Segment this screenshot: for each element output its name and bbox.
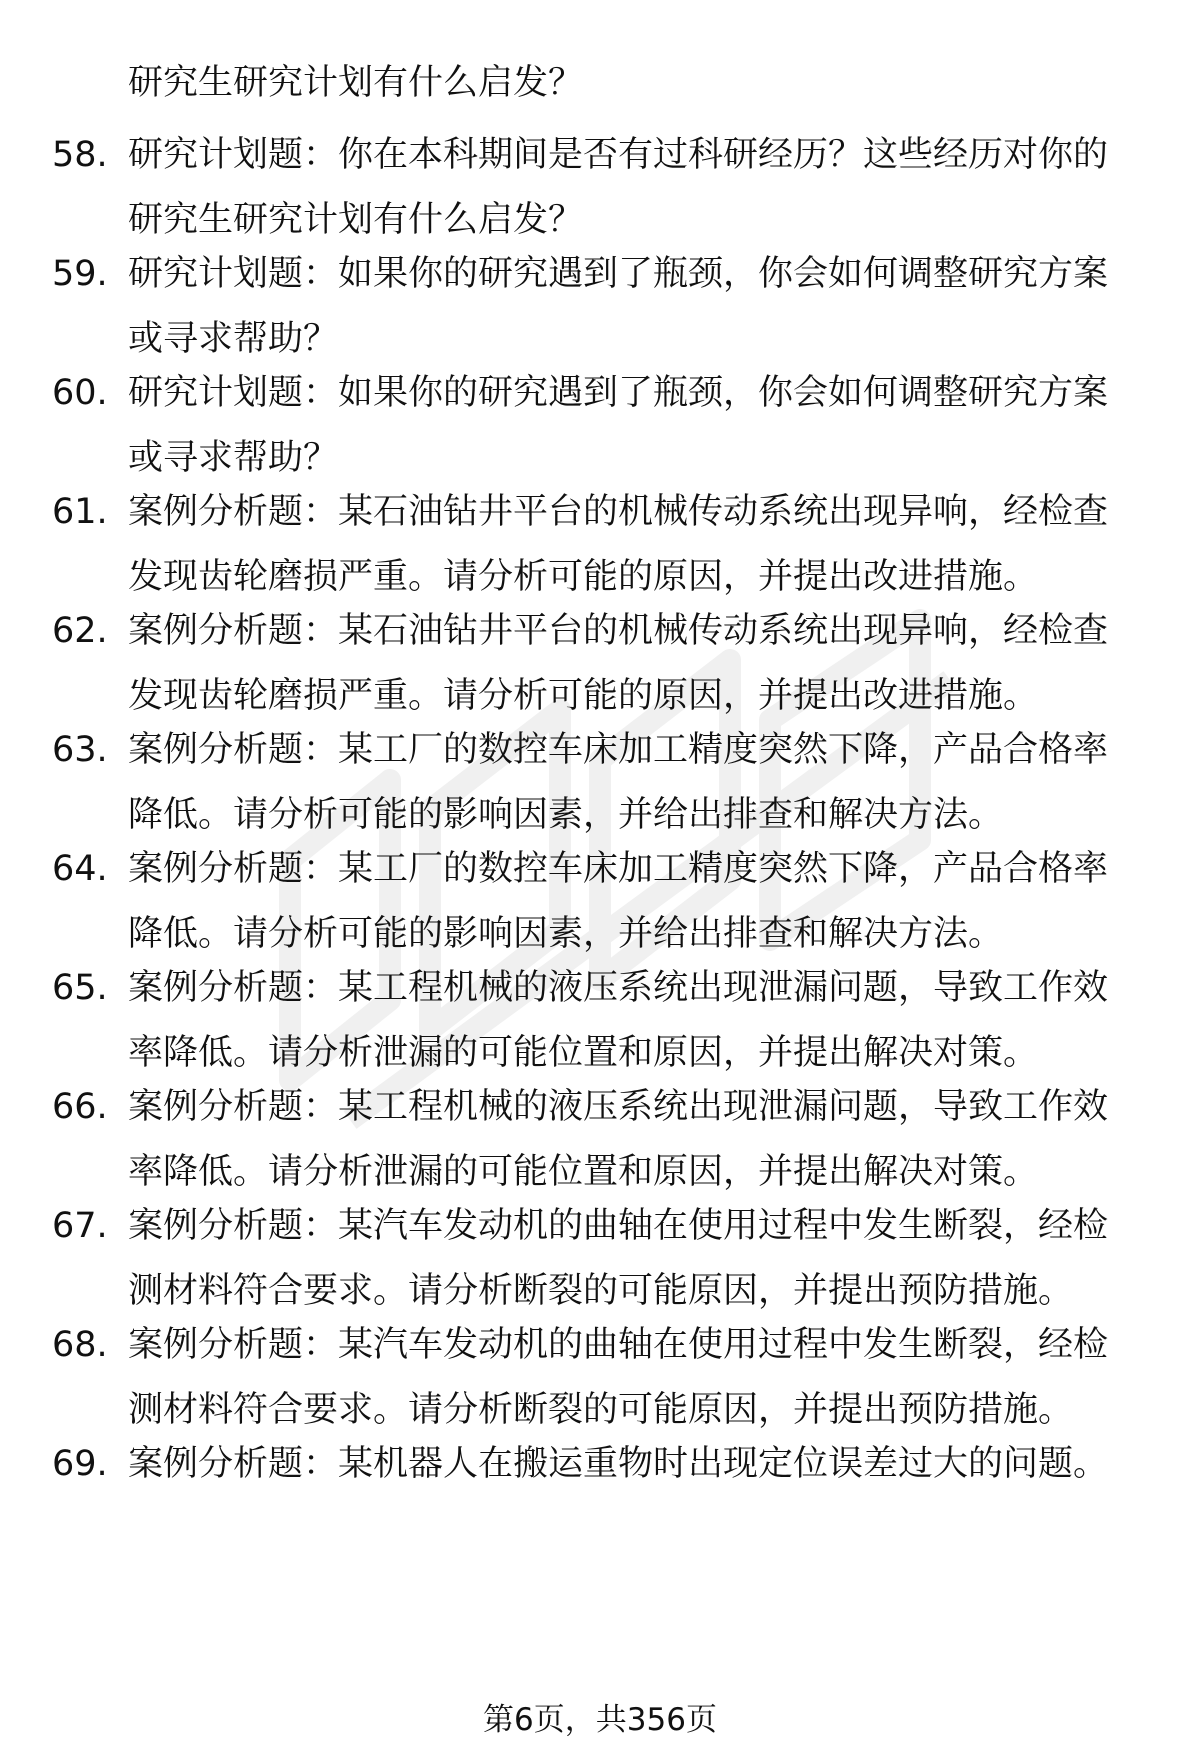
page-footer: 第6页，共356页 <box>483 1702 717 1738</box>
item-text-line: 案例分析题：某汽车发动机的曲轴在使用过程中发生断裂，经检 <box>128 1325 1109 1365</box>
item-number: 59. <box>52 254 108 294</box>
item-text-line: 研究计划题：如果你的研究遇到了瓶颈，你会如何调整研究方案 <box>128 254 1109 294</box>
item-number: 63. <box>52 730 108 770</box>
item-text-line: 发现齿轮磨损严重。请分析可能的原因，并提出改进措施。 <box>128 557 1039 597</box>
item-text-line: 降低。请分析可能的影响因素，并给出排查和解决方法。 <box>128 795 1004 835</box>
item-number: 67. <box>52 1206 108 1246</box>
item-text <box>128 1313 1148 1443</box>
item-text-line: 发现齿轮磨损严重。请分析可能的原因，并提出改进措施。 <box>128 676 1039 716</box>
item-text-line: 案例分析题：某石油钻井平台的机械传动系统出现异响，经检查 <box>128 611 1109 651</box>
item-text <box>128 480 1148 610</box>
item-text-line: 案例分析题：某工程机械的液压系统出现泄漏问题，导致工作效 <box>128 968 1109 1008</box>
item-text-line: 降低。请分析可能的影响因素，并给出排查和解决方法。 <box>128 914 1004 954</box>
item-number: 60. <box>52 373 108 413</box>
item-number: 66. <box>52 1087 108 1127</box>
item-text-line: 研究计划题：你在本科期间是否有过科研经历？这些经历对你的 <box>128 135 1109 175</box>
item-number: 61. <box>52 492 108 532</box>
item-text-line: 案例分析题：某石油钻井平台的机械传动系统出现异响，经检查 <box>128 492 1109 532</box>
item-text-line: 案例分析题：某工程机械的液压系统出现泄漏问题，导致工作效 <box>128 1087 1109 1127</box>
item-text <box>128 1075 1148 1205</box>
item-text <box>128 1194 1148 1324</box>
item-text <box>128 242 1148 372</box>
item-text <box>128 718 1148 848</box>
item-number: 65. <box>52 968 108 1008</box>
item-text-line: 案例分析题：某工厂的数控车床加工精度突然下降，产品合格率 <box>128 849 1109 889</box>
item-number: 58. <box>52 135 108 175</box>
item-text <box>128 123 1148 253</box>
item-text <box>128 1432 1148 1497</box>
item-text <box>128 361 1148 491</box>
item-text-line: 研究生研究计划有什么启发？ <box>128 200 584 240</box>
item-text <box>128 599 1148 729</box>
item-number: 69. <box>52 1444 108 1484</box>
item-text-line: 案例分析题：某工厂的数控车床加工精度突然下降，产品合格率 <box>128 730 1109 770</box>
item-text-line: 或寻求帮助？ <box>128 438 339 478</box>
item-number: 68. <box>52 1325 108 1365</box>
item-text <box>128 837 1148 967</box>
item-text <box>128 956 1148 1086</box>
item-text-line: 研究计划题：如果你的研究遇到了瓶颈，你会如何调整研究方案 <box>128 373 1109 413</box>
item-number: 64. <box>52 849 108 889</box>
item-text-line: 率降低。请分析泄漏的可能位置和原因，并提出解决对策。 <box>128 1033 1039 1073</box>
item-text-line: 或寻求帮助？ <box>128 319 339 359</box>
item-text-line: 测材料符合要求。请分析断裂的可能原因，并提出预防措施。 <box>128 1271 1074 1311</box>
item-text-line: 率降低。请分析泄漏的可能位置和原因，并提出解决对策。 <box>128 1152 1039 1192</box>
item-text-line: 案例分析题：某汽车发动机的曲轴在使用过程中发生断裂，经检 <box>128 1206 1109 1246</box>
item-text-line: 案例分析题：某机器人在搬运重物时出现定位误差过大的问题。 <box>128 1444 1109 1484</box>
continuation-text: 研究生研究计划有什么启发？ <box>128 63 584 103</box>
item-number: 62. <box>52 611 108 651</box>
item-text-line: 测材料符合要求。请分析断裂的可能原因，并提出预防措施。 <box>128 1390 1074 1430</box>
